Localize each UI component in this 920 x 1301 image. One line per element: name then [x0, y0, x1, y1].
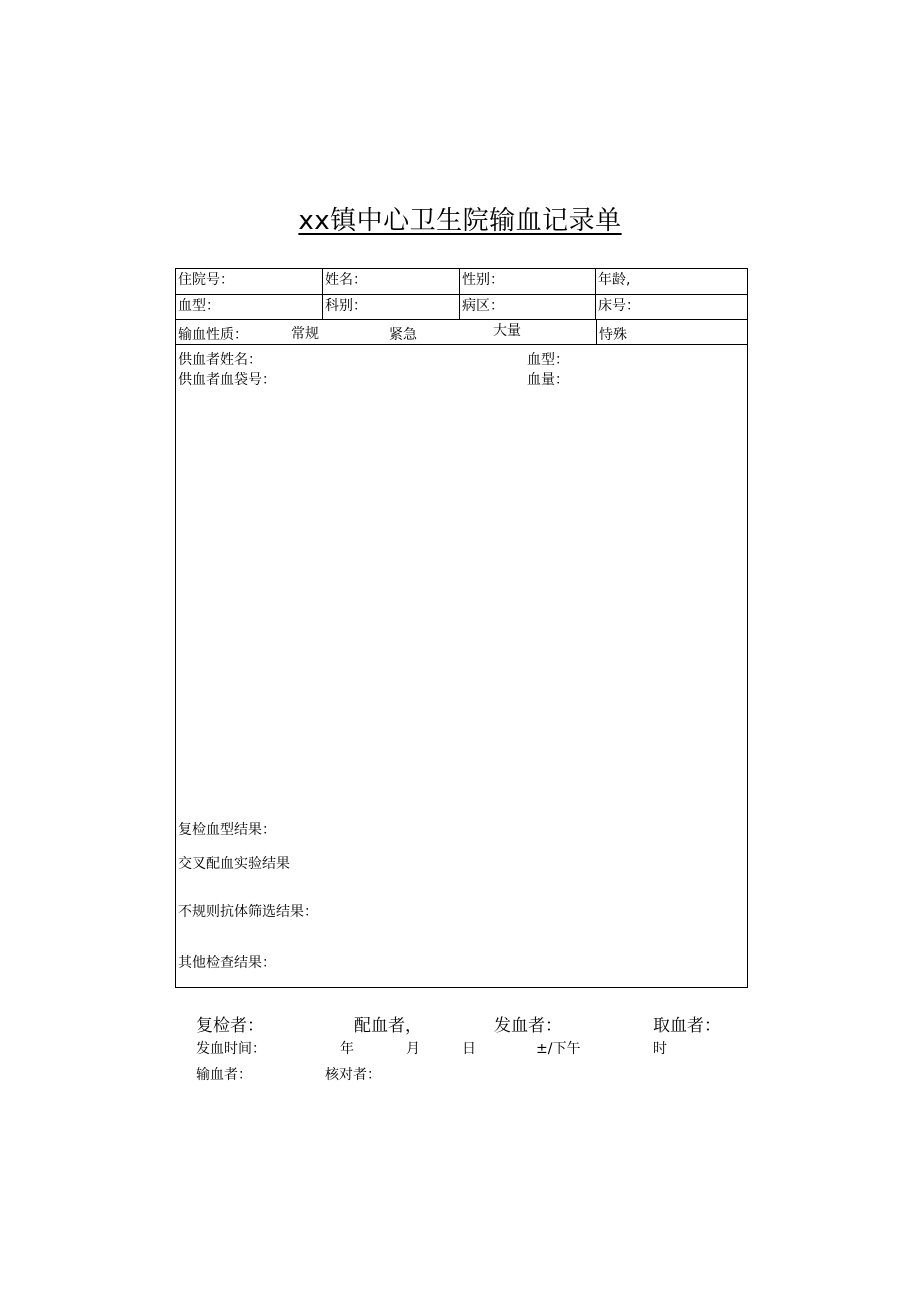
transfuser-signature[interactable]: 输血者：	[196, 1067, 252, 1083]
receiver-signature[interactable]: 取血者：	[653, 1016, 721, 1036]
checker-signature[interactable]: 核对者：	[325, 1067, 381, 1083]
gender-field[interactable]: 性别：	[460, 269, 596, 294]
antibody-screen-label: 不规则抗体筛选结果：	[178, 904, 318, 920]
recheck-result-label: 复检血型结果：	[178, 822, 276, 838]
dispense-year-label: 年	[340, 1041, 354, 1057]
option-massive[interactable]: 大量	[493, 323, 521, 339]
option-routine[interactable]: 常规	[291, 326, 319, 342]
dispense-ampm-label: ±/下午	[536, 1041, 581, 1057]
matcher-signature[interactable]: 配血者，	[354, 1016, 422, 1036]
option-special-label: 恃殊	[599, 327, 627, 343]
dispense-hour-label: 时	[653, 1041, 667, 1057]
dispense-day-label: 日	[462, 1041, 476, 1057]
dispense-time-label: 发血时间：	[196, 1041, 266, 1057]
transfusion-nature-label: 输血性质：	[178, 327, 248, 343]
patient-name-field[interactable]: 姓名：	[323, 269, 460, 294]
ward-field[interactable]: 病区：	[460, 295, 596, 319]
option-special[interactable]	[596, 320, 749, 344]
option-urgent[interactable]: 紧急	[389, 327, 417, 343]
patient-info-row-2	[176, 295, 747, 320]
transfusion-nature-cell	[176, 320, 596, 344]
dispense-month-label: 月	[406, 1041, 420, 1057]
donor-bag-no-label: 供血者血袋号：	[178, 372, 276, 388]
donor-volume-label: 血量：	[527, 372, 569, 388]
donor-name-label: 供血者姓名：	[178, 352, 262, 368]
blood-type-field[interactable]: 血型：	[176, 295, 323, 319]
patient-info-row-1	[176, 269, 747, 295]
transfusion-record-form	[175, 268, 748, 988]
age-field[interactable]: 年龄,	[598, 272, 631, 288]
transfusion-nature-row	[176, 320, 747, 345]
dispenser-signature[interactable]: 发血者：	[494, 1016, 562, 1036]
admission-no-field[interactable]: 住院号：	[176, 269, 323, 294]
department-field[interactable]: 科别：	[323, 295, 460, 319]
form-title: xx镇中心卫生院输血记录单	[298, 206, 622, 236]
other-results-label: 其他检查结果：	[178, 955, 276, 971]
rechecker-signature[interactable]: 复检者：	[196, 1016, 264, 1036]
bed-no-field[interactable]: 床号：	[598, 298, 640, 314]
crossmatch-result-label: 交叉配血实验结果	[178, 856, 290, 872]
donor-blood-type-label: 血型：	[527, 352, 569, 368]
